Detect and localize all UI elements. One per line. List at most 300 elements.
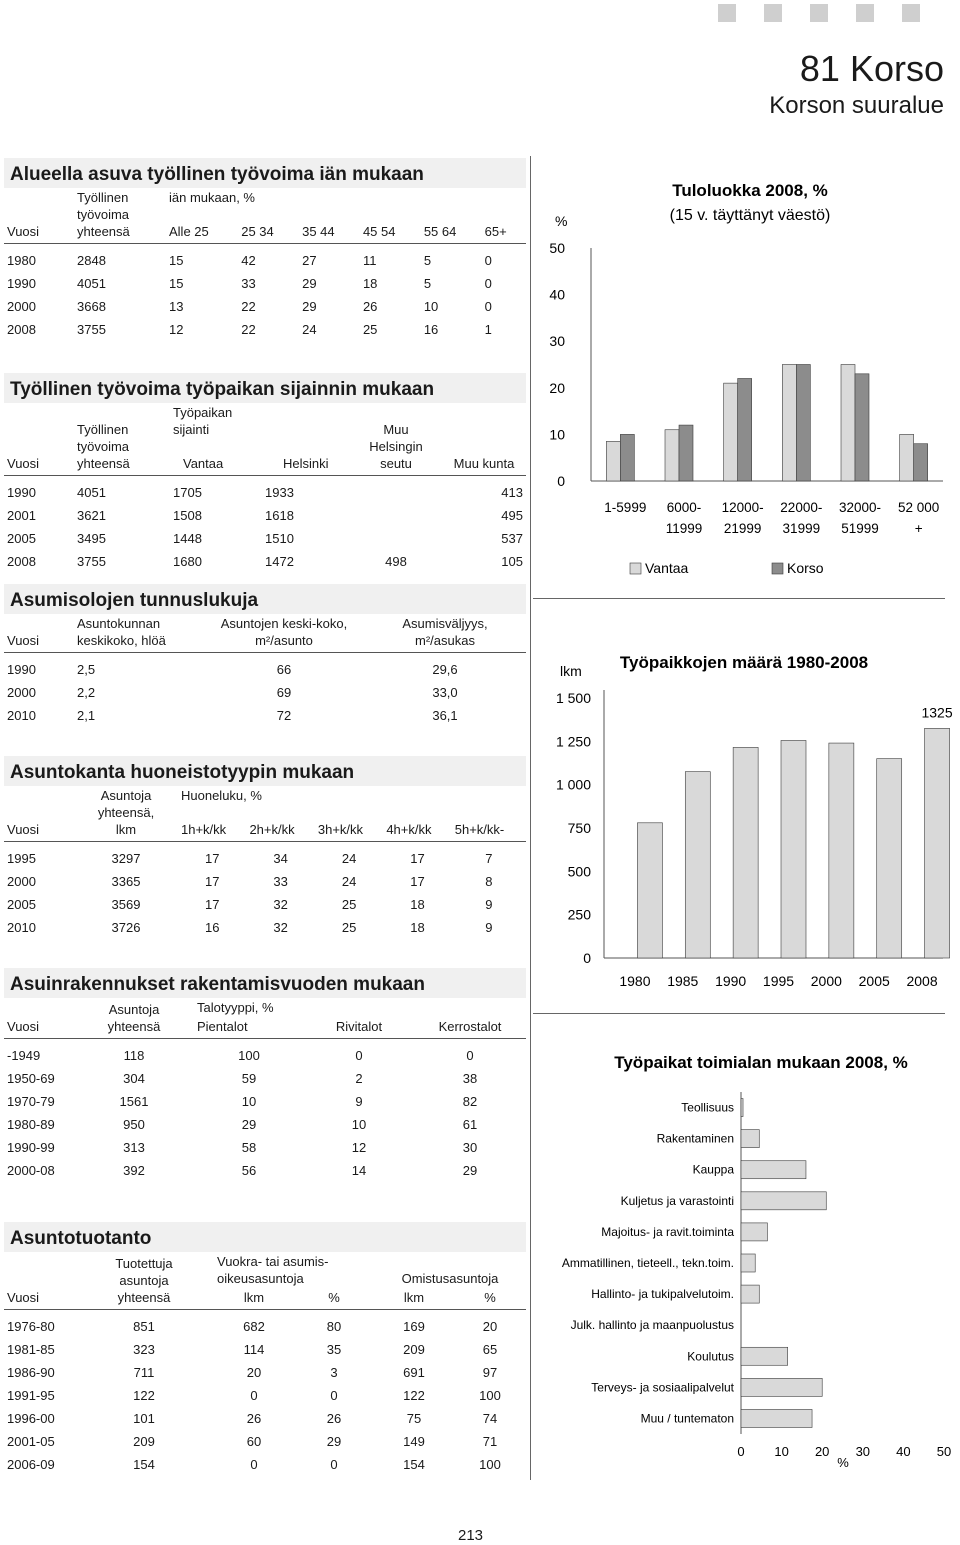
row-label-cell: -1949 — [7, 1048, 41, 1063]
row-label-cell: 1990 — [7, 662, 36, 677]
data-label: 1325 — [921, 704, 953, 721]
x-tick-label: 1980 — [619, 973, 651, 989]
table-row — [4, 1159, 526, 1182]
y-tick-label: 0 — [583, 950, 591, 966]
y-tick-label: 40 — [549, 286, 565, 303]
row-label-cell: 2005 — [7, 531, 36, 546]
table-cell: 2,5 — [77, 662, 96, 677]
table-cell: 42 — [241, 253, 256, 268]
table-cell: 118 — [123, 1048, 145, 1063]
bar — [829, 743, 854, 958]
col-header-rooms: 3h+k/kk — [315, 812, 383, 841]
x-tick-label: 20 — [814, 1444, 830, 1459]
table-cell: 1618 — [265, 508, 294, 523]
bar — [741, 1223, 767, 1241]
table-row — [4, 916, 526, 939]
row-label-cell: 2010 — [7, 920, 36, 935]
col-header-vuosi: Vuosi — [4, 403, 74, 476]
table-cell: 100 — [479, 1457, 501, 1472]
table-cell: 58 — [241, 1140, 257, 1155]
table-cell — [350, 476, 442, 505]
table-cell: 69 — [276, 685, 292, 700]
col-header-rooms: 2h+k/kk — [246, 812, 314, 841]
table-cell: 0 — [484, 253, 492, 268]
table-cell: 38 — [462, 1071, 478, 1086]
table-cell: 35 — [326, 1342, 342, 1357]
bar — [741, 1192, 826, 1210]
table-cell: 24 — [302, 322, 317, 337]
row-label-cell: 1991-95 — [7, 1388, 55, 1403]
col-header-age: 55 64 — [421, 214, 482, 243]
table-row — [4, 272, 526, 295]
x-tick-label: 50 — [936, 1444, 952, 1459]
category-label: Kauppa — [692, 1162, 734, 1177]
x-tick-label: 22000- — [780, 500, 823, 515]
row-label-cell: 1950-69 — [7, 1071, 55, 1086]
col-header-total: Tuotettuja asuntoja yhteensä — [74, 1252, 214, 1310]
table-cell: 9 — [485, 920, 493, 935]
table-cell: 1933 — [265, 485, 294, 500]
income-chart — [533, 170, 953, 590]
row-label-cell: 1976-80 — [7, 1319, 55, 1334]
table-cell — [350, 504, 442, 527]
table-cell: 0 — [484, 299, 492, 314]
table-cell: 32 — [273, 897, 288, 912]
x-axis-label: % — [837, 1455, 849, 1470]
bar-vantaa — [665, 430, 679, 481]
table-cell: 0 — [250, 1457, 258, 1472]
column-divider — [530, 156, 531, 1480]
bar — [685, 772, 710, 958]
table-cell: 20 — [482, 1319, 498, 1334]
table-row — [4, 295, 526, 318]
page-title: 81 Korso — [799, 48, 944, 89]
table-cell: 75 — [406, 1411, 422, 1426]
table-cell: 0 — [330, 1388, 338, 1403]
table-cell: 100 — [238, 1048, 260, 1063]
table-cell: 56 — [241, 1163, 257, 1178]
table-row — [4, 1113, 526, 1136]
table-title: Asuinrakennukset rakentamisvuoden mukaan — [4, 968, 526, 998]
table-cell: 209 — [403, 1342, 425, 1357]
x-tick-label: 1995 — [762, 973, 795, 989]
col-header-type: Rivitalot — [304, 1017, 414, 1039]
col-header-rooms: 1h+k/kk — [178, 812, 246, 841]
table-cell: 11 — [362, 253, 377, 268]
col-header — [4, 998, 74, 1017]
table-cell: 122 — [403, 1388, 425, 1403]
table-cell: 3621 — [77, 508, 106, 523]
y-tick-label: 1 250 — [555, 733, 591, 750]
table-cell: 3495 — [77, 531, 106, 546]
table-title: Työllinen työvoima työpaikan sijainnin mukaan — [4, 373, 526, 403]
table-cell — [350, 527, 442, 550]
table-cell: 3755 — [77, 554, 106, 569]
table-cell: 3755 — [77, 322, 106, 337]
row-label-cell: 2010 — [7, 708, 36, 723]
row-label-cell: 1995 — [7, 851, 36, 866]
x-tick-label: 1985 — [667, 973, 699, 989]
jobs-count-chart — [533, 640, 953, 1000]
col-group-owner: Omistusasuntoja — [401, 1271, 499, 1286]
table-cell: 25 — [362, 322, 378, 337]
bar-vantaa — [782, 365, 796, 482]
table-cell: 7 — [485, 851, 493, 866]
row-label-cell: 2000 — [7, 874, 36, 889]
col-header-total: Työllinen työvoima yhteensä — [74, 188, 166, 244]
table-cell: 60 — [246, 1434, 262, 1449]
col-header-helsinki: Helsinki — [262, 403, 350, 476]
table-cell: 61 — [462, 1117, 478, 1132]
col-header-household: Asuntokunnan keskikoko, hlöä — [74, 614, 204, 653]
bar-vantaa — [900, 434, 914, 481]
dwelling-type-table — [4, 786, 526, 939]
bar-korso — [620, 434, 634, 481]
table-cell: 17 — [410, 851, 425, 866]
y-tick-label: 250 — [567, 906, 591, 923]
table-cell: 29 — [326, 1434, 342, 1449]
table-cell: 2848 — [77, 253, 106, 268]
row-label-cell: 1990-99 — [7, 1140, 55, 1155]
table-cell: 851 — [133, 1319, 155, 1334]
table-age-section — [4, 158, 526, 341]
table-cell: 33,0 — [432, 685, 458, 700]
col-header-type: Kerrostalot — [414, 1017, 526, 1039]
col-group-rental: Vuokra- tai asumis- oikeusasuntoja — [217, 1254, 329, 1286]
table-cell: 15 — [169, 253, 184, 268]
col-header-muukunta: Muu kunta — [442, 403, 526, 476]
x-tick-label: 40 — [896, 1444, 911, 1459]
table-title: Asuntotuotanto — [4, 1222, 526, 1252]
table-cell: 392 — [123, 1163, 145, 1178]
table-cell: 27 — [302, 253, 317, 268]
section-divider — [533, 1013, 945, 1014]
table-cell: 9 — [485, 897, 493, 912]
col-header-vuosi: Vuosi — [4, 614, 74, 653]
row-label-cell: 1981-85 — [7, 1342, 55, 1357]
table-cell: 8 — [485, 874, 493, 889]
table-title: Alueella asuva työllinen työvoima iän mukaan — [4, 158, 526, 188]
table-cell: 0 — [250, 1388, 258, 1403]
x-tick-label: 51999 — [841, 521, 879, 536]
table-cell: 313 — [123, 1140, 145, 1155]
table-cell: 105 — [501, 554, 523, 569]
table-cell: 34 — [273, 851, 288, 866]
row-label-cell: 2005 — [7, 897, 36, 912]
table-cell: 154 — [403, 1457, 425, 1472]
table-cell: 66 — [276, 662, 292, 677]
table-cell: 413 — [501, 485, 523, 500]
legend-swatch-vantaa — [630, 563, 641, 574]
table-row — [4, 476, 526, 505]
col-header-age: 45 54 — [360, 214, 421, 243]
decor-square — [764, 4, 782, 22]
section-divider — [533, 598, 945, 599]
table-cell: 2 — [355, 1071, 363, 1086]
table-cell: 36,1 — [432, 708, 458, 723]
col-header-space: Asumisväljyys, m²/asukas — [364, 614, 526, 653]
table-cell: 3726 — [111, 920, 141, 935]
category-label: Teollisuus — [681, 1100, 734, 1115]
table-cell: 1705 — [173, 485, 202, 500]
table-cell: 97 — [482, 1365, 498, 1380]
col-header-total: Asuntoja yhteensä — [74, 998, 194, 1039]
row-label-cell: 1980 — [7, 253, 36, 268]
table-cell: 1680 — [173, 554, 202, 569]
bar — [877, 759, 902, 958]
table-location-section — [4, 373, 526, 573]
table-cell: 4051 — [77, 276, 106, 291]
bar-korso — [855, 374, 869, 481]
bar — [741, 1254, 755, 1272]
category-label: Rakentaminen — [656, 1131, 734, 1146]
table-cell: 24 — [341, 874, 357, 889]
table-cell: 65 — [482, 1342, 498, 1357]
table-cell: 33 — [241, 276, 256, 291]
table-cell: 26 — [362, 299, 378, 314]
chart-title: Työpaikkojen määrä 1980-2008 — [619, 653, 869, 672]
table-cell: 15 — [169, 276, 184, 291]
table-cell: 682 — [243, 1319, 265, 1334]
x-tick-label: 1-5999 — [604, 500, 647, 515]
chart-subtitle: (15 v. täyttänyt väestö) — [669, 207, 831, 224]
table-cell: 498 — [385, 554, 407, 569]
table-cell: 2,1 — [77, 708, 96, 723]
table-cell: 711 — [133, 1365, 155, 1380]
row-label-cell: 1990 — [7, 485, 36, 500]
table-cell: 169 — [403, 1319, 425, 1334]
col-header-rooms: 4h+k/kk — [383, 812, 451, 841]
table-cell: 24 — [341, 851, 357, 866]
chart-title: Työpaikat toimialan mukaan 2008, % — [614, 1053, 908, 1072]
table-cell: 691 — [403, 1365, 425, 1380]
bar-korso — [738, 378, 752, 481]
table-cell: 122 — [133, 1388, 155, 1403]
category-label: Julk. hallinto ja maanpuolustus — [570, 1318, 734, 1333]
bar — [741, 1161, 806, 1179]
table-cell: 3297 — [111, 851, 141, 866]
bar — [741, 1285, 759, 1303]
production-table — [4, 1252, 526, 1476]
table-cell: 17 — [410, 874, 425, 889]
x-tick-label: 2005 — [858, 973, 890, 989]
table-cell: 12 — [169, 322, 184, 337]
table-cell: 1 — [484, 322, 492, 337]
col-header-age: 25 34 — [238, 214, 299, 243]
col-header-muu: Muu Helsingin seutu — [350, 403, 442, 476]
table-cell: 22 — [241, 322, 256, 337]
y-tick-label: 500 — [567, 863, 591, 880]
y-tick-label: 50 — [549, 240, 565, 256]
col-header-pct: % — [454, 1288, 526, 1310]
x-tick-label: 30 — [855, 1444, 871, 1459]
y-tick-label: 750 — [567, 820, 591, 836]
table-cell: 5 — [423, 276, 432, 291]
table-cell: 1510 — [265, 531, 294, 546]
x-tick-label: 0 — [737, 1444, 745, 1459]
table-cell: 30 — [462, 1140, 478, 1155]
table-title: Asuntokanta huoneistotyypin mukaan — [4, 756, 526, 786]
col-header-lkm: lkm — [374, 1288, 454, 1310]
col-group-header: Huoneluku, % — [181, 788, 262, 803]
table-cell: 537 — [501, 531, 523, 546]
bar — [925, 728, 950, 958]
col-group-header: Talotyyppi, % — [197, 1000, 274, 1015]
x-tick-label: 6000- — [666, 500, 702, 515]
y-axis-label: % — [555, 213, 568, 229]
table-row — [4, 893, 526, 916]
table-cell: 17 — [204, 897, 220, 912]
col-header — [4, 188, 74, 214]
bar — [741, 1347, 788, 1365]
x-tick-label: 12000- — [721, 500, 764, 515]
row-label-cell: 2008 — [7, 322, 36, 337]
row-label-cell: 2001-05 — [7, 1434, 55, 1449]
page-subtitle: Korson suuralue — [769, 92, 944, 119]
col-header-vantaa: Työpaikan sijainti Vantaa — [170, 403, 262, 476]
table-row — [4, 1361, 526, 1384]
table-row — [4, 1384, 526, 1407]
table-cell: 0 — [484, 276, 492, 291]
table-cell: 154 — [133, 1457, 155, 1472]
row-label-cell: 1986-90 — [7, 1365, 55, 1380]
decor-square — [902, 4, 920, 22]
location-table — [4, 403, 526, 573]
table-cell: 16 — [204, 920, 220, 935]
table-cell: 16 — [423, 322, 439, 337]
table-cell: 0 — [466, 1048, 474, 1063]
col-header-vuosi: Vuosi — [4, 812, 74, 841]
housing-table — [4, 614, 526, 727]
table-cell: 22 — [241, 299, 256, 314]
table-cell: 59 — [241, 1071, 257, 1086]
row-label-cell: 2006-09 — [7, 1457, 55, 1472]
table-row — [4, 1136, 526, 1159]
table-row — [4, 1453, 526, 1476]
col-header-age: 35 44 — [299, 214, 360, 243]
x-tick-label: 2000 — [810, 973, 842, 989]
table-cell: 18 — [362, 276, 378, 291]
table-cell: 1561 — [119, 1094, 149, 1109]
bar — [741, 1409, 812, 1427]
table-cell: 29 — [462, 1163, 478, 1178]
table-cell: 32 — [273, 920, 288, 935]
category-label: Koulutus — [687, 1349, 734, 1364]
table-cell: 18 — [410, 920, 425, 935]
table-cell: 950 — [123, 1117, 145, 1132]
col-header-pct: % — [294, 1288, 374, 1310]
decor-square — [718, 4, 736, 22]
table-cell: 26 — [246, 1411, 262, 1426]
table-row — [4, 1430, 526, 1453]
col-header-age: 65+ — [482, 214, 526, 243]
bar — [781, 740, 806, 958]
table-cell: 101 — [133, 1411, 155, 1426]
y-tick-label: 20 — [549, 379, 565, 396]
bar — [741, 1099, 743, 1117]
table-cell: 29 — [302, 299, 317, 314]
y-tick-label: 30 — [549, 333, 565, 350]
table-row — [4, 527, 526, 550]
table-cell: 3668 — [77, 299, 106, 314]
col-header-type: Pientalot — [194, 1017, 304, 1039]
table-cell: 3569 — [111, 897, 141, 912]
table-cell: 17 — [204, 851, 220, 866]
table-cell: 29 — [302, 276, 317, 291]
col-header — [4, 1252, 74, 1288]
bar — [741, 1378, 822, 1396]
category-label: Terveys- ja sosiaalipalvelut — [591, 1380, 734, 1395]
table-row — [4, 1090, 526, 1113]
x-tick-label: 2008 — [906, 973, 938, 989]
table-cell: 74 — [482, 1411, 498, 1426]
buildings-table — [4, 998, 526, 1182]
x-tick-label: + — [914, 521, 923, 536]
table-row — [4, 653, 526, 682]
y-tick-label: 0 — [557, 473, 565, 489]
col-header-vuosi: Vuosi — [4, 1288, 74, 1310]
col-header-vuosi: Vuosi — [4, 1017, 74, 1039]
table-cell: 114 — [243, 1342, 265, 1357]
legend-swatch-korso — [772, 563, 783, 574]
table-cell: 29,6 — [432, 662, 458, 677]
table-cell: 495 — [501, 508, 523, 523]
table-cell: 0 — [355, 1048, 363, 1063]
row-label-cell: 1980-89 — [7, 1117, 55, 1132]
x-tick-label: 31999 — [782, 521, 821, 536]
table-cell: 2,2 — [77, 685, 96, 700]
table-housing-section — [4, 584, 526, 727]
table-row — [4, 1067, 526, 1090]
x-tick-label: 11999 — [665, 521, 703, 536]
table-row — [4, 1407, 526, 1430]
page-number: 213 — [458, 1527, 484, 1544]
table-row — [4, 1039, 526, 1068]
table-row — [4, 1310, 526, 1339]
table-production-section — [4, 1222, 526, 1476]
table-buildings-section — [4, 968, 526, 1182]
table-cell: 10 — [241, 1094, 257, 1109]
col-header-vuosi: Vuosi — [4, 214, 74, 243]
col-group-header: iän mukaan, % — [169, 190, 255, 205]
row-label-cell: 2008 — [7, 554, 36, 569]
x-tick-label: 1990 — [715, 973, 747, 989]
chart-title: Tuloluokka 2008, % — [672, 181, 828, 200]
bar — [741, 1130, 759, 1148]
col-header-dwelling-size: Asuntojen keski-koko, m²/asunto — [204, 614, 364, 653]
bar-korso — [796, 365, 810, 482]
category-label: Hallinto- ja tukipalvelutoim. — [591, 1287, 734, 1302]
category-label: Muu / tuntematon — [640, 1411, 734, 1426]
bar-korso — [679, 425, 693, 481]
col-header — [4, 786, 74, 812]
table-cell: 323 — [133, 1342, 155, 1357]
bar-korso — [914, 444, 928, 481]
bar — [637, 823, 662, 958]
table-cell: 25 — [341, 897, 357, 912]
table-cell: 18 — [410, 897, 425, 912]
table-cell: 12 — [351, 1140, 367, 1155]
table-cell: 1472 — [265, 554, 294, 569]
legend-label: Vantaa — [645, 560, 689, 576]
category-label: Ammatillinen, tieteell., tekn.toim. — [561, 1256, 734, 1270]
col-header-total: Asuntoja yhteensä, lkm — [74, 786, 178, 842]
table-cell: 5 — [423, 253, 432, 268]
table-cell: 71 — [482, 1434, 498, 1449]
col-header-age: Alle 25 — [166, 214, 238, 243]
x-tick-label: 10 — [774, 1444, 789, 1459]
row-label-cell: 1970-79 — [7, 1094, 55, 1109]
